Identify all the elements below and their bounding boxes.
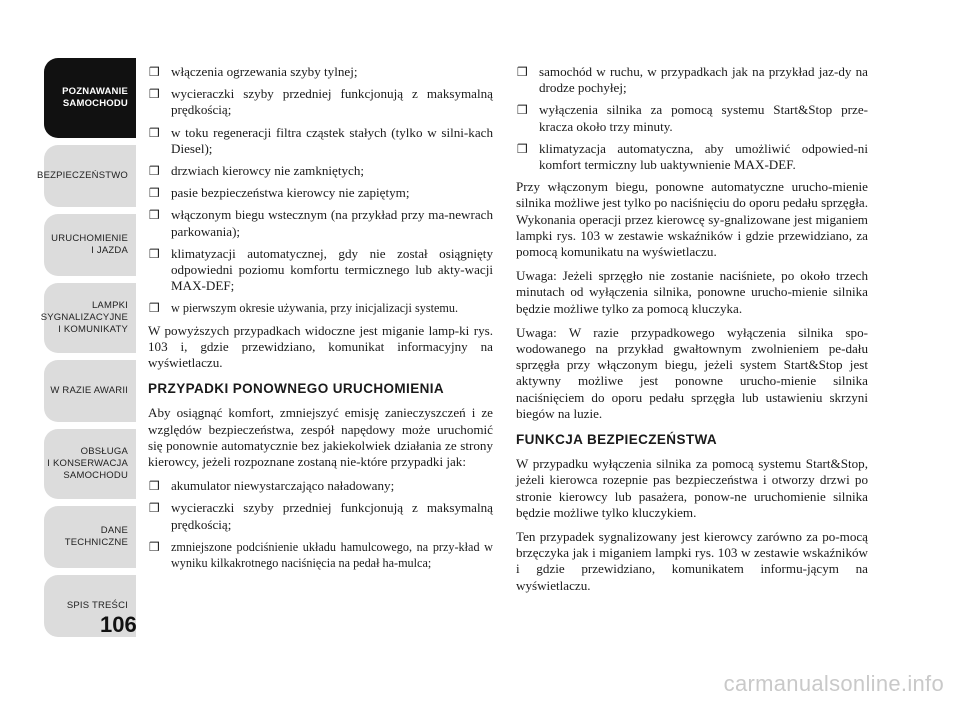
checkbox-bullet-icon: ❒ — [149, 539, 160, 554]
list-item: ❒ klimatyzacji automatycznej, gdy nie został osiągnięty odpowiedni poziomu komfortu termicznego lub akty-wacji MAX-DEF; — [149, 245, 493, 294]
paragraph: W powyższych przypadkach widoczne jest miganie lamp-ki rys. 103 i, gdzie przewidziano, komunikat informacyjny na wyświetlaczu. — [148, 322, 493, 371]
list-item: ❒ włączonym biegu wstecznym (na przykład przy ma-newrach parkowania); — [149, 207, 493, 239]
list-item: ❒ w toku regeneracji filtra cząstek stałych (tylko w silni-kach Diesel); — [149, 124, 493, 156]
paragraph: Przy włączonym biegu, ponowne automatyczne urucho-mienie silnika możliwe jest tylko po naciśnięciu do oporu pedału sprzęgła. Wykonania operacji przez kierowcę sy-gnalizowane jest miganiem lampki rys. 103 w zestawie wskaźników i gdzie przewidziano, za pomocą komunikatu na wyświetlaczu. — [516, 179, 868, 260]
list-item: ❒ pasie bezpieczeństwa kierowcy nie zapiętym; — [149, 185, 410, 201]
list-item: ❒ klimatyzacja automatyczna, aby umożliwić odpowied-ni komfort termiczny lub uaktywnienie MAX-DEF. — [517, 140, 868, 173]
checkbox-bullet-icon: ❒ — [149, 301, 160, 316]
list-item: ❒ w pierwszym okresie używania, przy inicjalizacji systemu. — [149, 301, 458, 316]
sidebar-nav — [37, 58, 136, 644]
checkbox-bullet-icon: ❒ — [149, 125, 160, 140]
watermark: carmanualsonline.info — [723, 671, 944, 696]
bullet-list — [516, 64, 868, 173]
tab-lampki-sygnalizacyjne[interactable]: LAMPKI SYGNALIZACYJNE I KOMUNIKATY — [44, 283, 136, 353]
section-heading: FUNKCJA BEZPIECZEŃSTWA — [516, 432, 718, 448]
checkbox-bullet-icon: ❒ — [149, 479, 160, 494]
page-number: 106 — [100, 612, 137, 637]
list-item: ❒ wyłączenia silnika za pomocą systemu Start&Stop prze-kracza około trzy minuty. — [517, 102, 868, 134]
checkbox-bullet-icon: ❒ — [149, 246, 160, 261]
list-item: ❒ akumulator niewystarczająco naładowany; — [149, 478, 395, 494]
bullet-list — [148, 478, 493, 571]
right-column — [516, 64, 868, 602]
checkbox-bullet-icon: ❒ — [517, 103, 528, 118]
checkbox-bullet-icon: ❒ — [149, 208, 160, 223]
left-column — [148, 64, 493, 577]
checkbox-bullet-icon: ❒ — [149, 164, 160, 179]
list-item: ❒ wycieraczki szyby przedniej funkcjonują z maksymalną prędkością; — [149, 86, 493, 118]
checkbox-bullet-icon: ❒ — [517, 65, 528, 79]
section-heading: PRZYPADKI PONOWNEGO URUCHOMIENIA — [148, 381, 445, 397]
tab-bezpieczenstwo[interactable]: BEZPIECZEŃSTWO — [44, 145, 136, 207]
tab-poznawanie-samochodu[interactable]: POZNAWANIE SAMOCHODU — [44, 58, 136, 138]
paragraph: Ten przypadek sygnalizowany jest kierowcy zarówno za po-mocą brzęczyka jak i miganiem lampki rys. 103 w zestawie wskaźników i gdzie przewidziano, komunikatem informu-jącym na wyświetlaczu. — [516, 529, 868, 593]
tab-w-razie-awarii[interactable]: W RAZIE AWARII — [44, 360, 136, 422]
paragraph: Uwaga: Jeżeli sprzęgło nie zostanie naciśniete, po około trzech minutach od wyłączenia silnika, ponowne urucho-mienie silnika będzie możliwe tylko za pomocą kluczyka. — [516, 268, 868, 316]
paragraph: W przypadku wyłączenia silnika za pomocą systemu Start&Stop, jeżeli kierowca rozepnie pas bezpieczeństwa i otworzy drzwi po stronie kierowcy lub pasażera, ponow-ne uruchomienie silnika będzie możliwe tylko kluczykiem. — [516, 456, 868, 520]
checkbox-bullet-icon: ❒ — [517, 141, 528, 156]
list-item: ❒ wycieraczki szyby przedniej funkcjonują z maksymalną prędkością; — [149, 500, 493, 532]
bullet-list — [148, 64, 493, 317]
tab-uruchomienie-i-jazda[interactable]: URUCHOMIENIE I JAZDA — [44, 214, 136, 276]
checkbox-bullet-icon: ❒ — [149, 501, 160, 516]
list-item: ❒ zmniejszone podciśnienie układu hamulcowego, na przy-kład w wyniku kilkakrotnego naciśnięcia na pedał ha-mulca; — [149, 539, 493, 571]
tab-dane-techniczne[interactable]: DANE TECHNICZNE — [44, 506, 136, 568]
checkbox-bullet-icon: ❒ — [149, 186, 160, 201]
checkbox-bullet-icon: ❒ — [149, 87, 160, 102]
list-item: ❒ drzwiach kierowcy nie zamkniętych; — [149, 163, 365, 179]
checkbox-bullet-icon: ❒ — [149, 65, 160, 79]
tab-obsluga-i-konserwacja[interactable]: OBSŁUGA I KONSERWACJA SAMOCHODU — [44, 429, 136, 499]
list-item: ❒ samochód w ruchu, w przypadkach jak na przykład jaz-dy na drodze pochyłej; — [517, 64, 868, 96]
paragraph: Uwaga: W razie przypadkowego wyłączenia silnika spo-wodowanego na przykład gwałtownym zwolnieniem pe-dału sprzęgła przy włączonym biegu, jeżeli system Start&Stop jest aktywny możliwe jest ponowne urucho-mienie silnika naciśnięciem do oporu pedału sprzęgła lub ustawieniu skrzyni biegów na luzie. — [516, 324, 868, 421]
list-item: ❒ włączenia ogrzewania szyby tylnej; — [149, 64, 358, 79]
paragraph: Aby osiągnąć komfort, zmniejszyć emisję zanieczyszczeń i ze względów bezpieczeństwa, zespół napędowy może uruchomić się ponownie automatycznie bez jakiekolwiek działania ze strony kierowcy, jeżeli rozpoznane zostaną nie-które przypadki jak: — [148, 405, 493, 470]
tab-spis-tresci[interactable]: SPIS TREŚCI — [44, 575, 136, 637]
